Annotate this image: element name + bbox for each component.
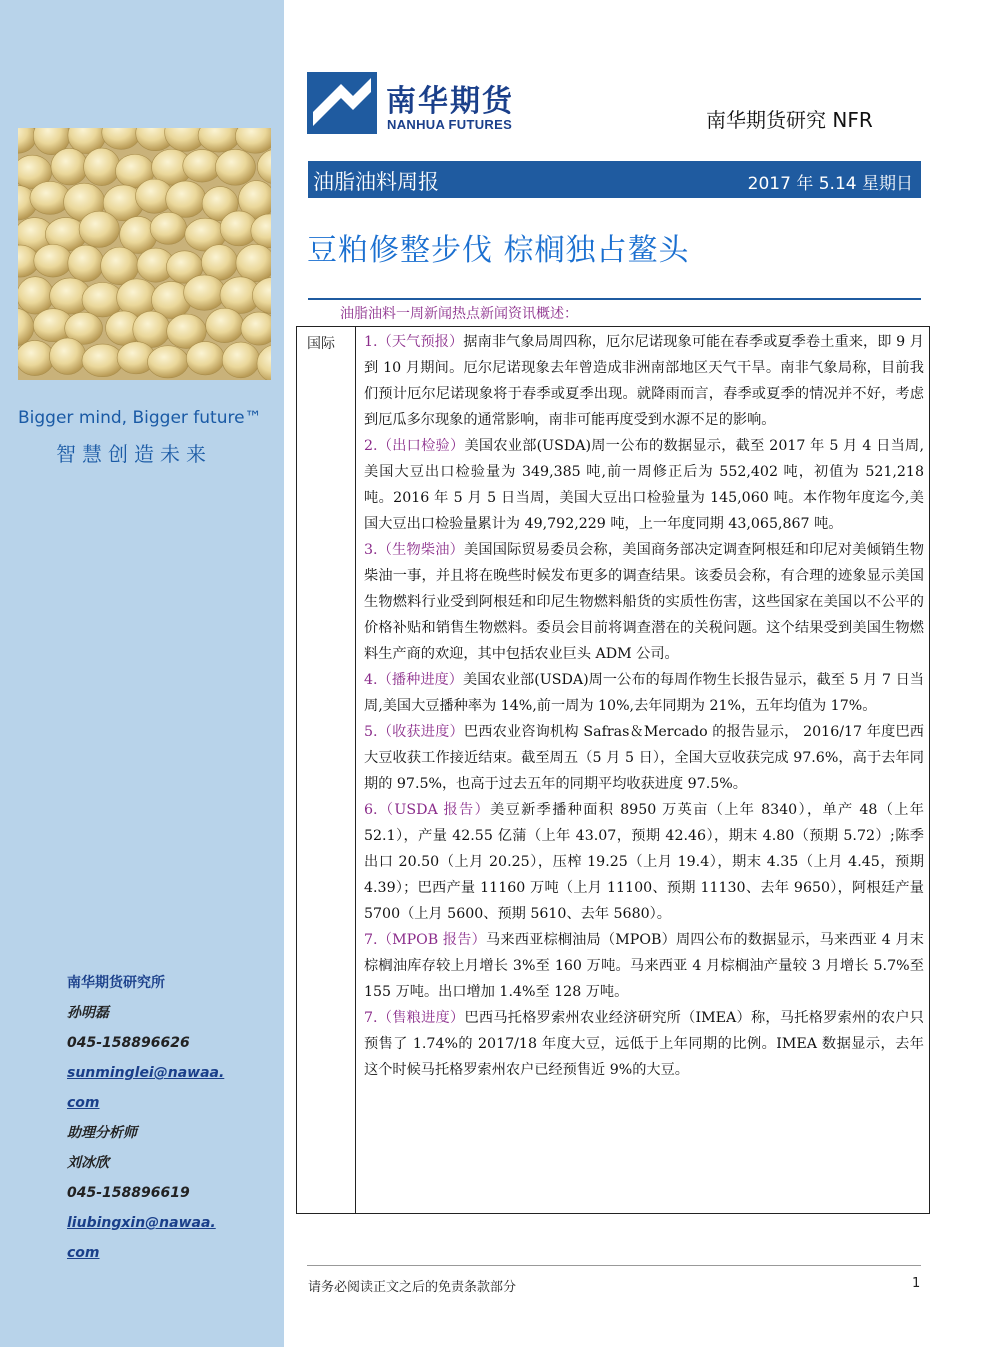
news-item bbox=[364, 433, 924, 537]
news-tag: 4.（播种进度） bbox=[364, 672, 464, 688]
soybean bbox=[150, 212, 186, 244]
soybean bbox=[215, 149, 255, 185]
news-table bbox=[296, 326, 930, 1214]
news-list bbox=[364, 329, 924, 1083]
soybean bbox=[18, 340, 54, 375]
footer-divider bbox=[307, 1265, 921, 1266]
page-number: 1 bbox=[912, 1276, 921, 1291]
soybean bbox=[79, 211, 119, 247]
news-item bbox=[364, 329, 924, 433]
brand-name-cn: 南华期货 bbox=[386, 84, 514, 119]
news-tag: 6.（USDA 报告） bbox=[364, 802, 491, 818]
soybean bbox=[166, 181, 206, 217]
soybean bbox=[34, 244, 72, 277]
assistant-phone: 045-158896619 bbox=[67, 1185, 190, 1201]
slogan-en: Bigger mind, Bigger future™ bbox=[18, 408, 262, 428]
report-type: 油脂油料周报 bbox=[313, 170, 439, 194]
nanhua-logo-icon bbox=[307, 72, 377, 134]
footer-disclaimer: 请务必阅读正文之后的免责条款部分 bbox=[308, 1280, 517, 1295]
soybean bbox=[51, 148, 88, 185]
research-label: 南华期货研究 NFR bbox=[706, 108, 873, 132]
institute-name: 南华期货研究所 bbox=[67, 975, 165, 991]
news-tag: 1.（天气预报） bbox=[364, 334, 464, 350]
soybean bbox=[236, 244, 271, 281]
report-title-bar bbox=[308, 161, 921, 198]
contact-block bbox=[67, 968, 277, 1268]
soybean bbox=[186, 342, 224, 375]
section-title: 油脂油料一周新闻热点新闻资讯概述： bbox=[340, 306, 578, 322]
soybean bbox=[184, 275, 226, 310]
soybean bbox=[49, 338, 85, 374]
news-item bbox=[364, 719, 924, 797]
news-text: 马来西亚棕榈油局（MPOB）周四公布的数据显示，马来西亚 4 月末棕榈油库存较上月增长 3%至 160 万吨。马来西亚 4 月棕榈油产量较 3 月增长 5.7%至 155 万吨。出口增加 1.4%至 128 万吨。 bbox=[364, 932, 924, 1000]
news-tag: 3.（生物柴油） bbox=[364, 542, 465, 558]
news-tag: 2.（出口检验） bbox=[364, 438, 465, 454]
news-tag: 7.（MPOB 报告） bbox=[364, 932, 486, 948]
news-item bbox=[364, 667, 924, 719]
slogan-cn: 智慧创造未来 bbox=[56, 442, 212, 466]
report-headline: 豆粕修整步伐 棕榈独占鳌头 bbox=[307, 233, 690, 268]
news-text: 美国国际贸易委员会称，美国商务部决定调查阿根廷和印尼对美倾销生物柴油一事，并且将在晚些时候发布更多的调查结果。该委员会称，有合理的迹象显示美国生物燃料行业受到阿根廷和印尼生物燃料船货的实质性伤害，这些国家在美国以不公平的价格补贴和销售生物燃料。委员会目前将调查潜在的关税问题。这个结果受到美国生物燃料生产商的欢迎，其中包括农业巨头 ADM 公司。 bbox=[364, 542, 924, 662]
assistant-title: 助理分析师 bbox=[67, 1125, 137, 1141]
news-item bbox=[364, 537, 924, 667]
analyst-phone: 045-158896626 bbox=[67, 1035, 190, 1051]
soybean bbox=[222, 342, 259, 378]
news-text: 美国农业部(USDA)周一公布的数据显示，截至 2017 年 5 月 4 日当周,美国大豆出口检验量为 349,385 吨,前一周修正后为 552,402 吨，初值为 521,218 吨。2016 年 5 月 5 日当周，美国大豆出口检验量为 145,060 吨。本作物年度迄今,美国大豆出口检验量累计为 49,792,229 吨，上一年度同期 43,065,867 吨。 bbox=[364, 438, 924, 532]
news-tag: 5.（收获进度） bbox=[364, 724, 464, 740]
news-category: 国际 bbox=[307, 336, 335, 352]
news-text: 巴西马托格罗索州农业经济研究所（IMEA）称，马托格罗索州的农户只预售了 1.74%的 2017/18 年度大豆，远低于上年同期的比例。IMEA 数据显示，去年这个时候马托格罗索州农户已经预售近 9%的大豆。 bbox=[364, 1010, 924, 1078]
assistant-email-link-cont[interactable]: com bbox=[67, 1245, 100, 1261]
assistant-email-link[interactable]: liubingxin@nawaa. bbox=[67, 1215, 216, 1231]
analyst-email-link[interactable]: sunminglei@nawaa. bbox=[67, 1065, 225, 1081]
news-text: 美豆新季播种面积 8950 万英亩（上年 8340），单产 48（上年 52.1），产量 42.55 亿蒲（上年 43.07，预期 42.46），期末 4.80（预期 5.72）;陈季出口 20.50（上月 20.25），压榨 19.25（上月 19.4），期末 4.35（上月 4.45，预期 4.39）；巴西产量 11160 万吨（上月 11100、预期 11130、去年 9650），阿根廷产量 5700（上月 5600、预期 5610、去年 5680）。 bbox=[364, 802, 924, 922]
analyst-name: 孙明磊 bbox=[67, 1005, 109, 1021]
brand-name-en: NANHUA FUTURES bbox=[387, 117, 513, 132]
analyst-email-link-cont[interactable]: com bbox=[67, 1095, 100, 1111]
news-item bbox=[364, 1005, 924, 1083]
soybean-image bbox=[18, 128, 271, 380]
soybean bbox=[18, 277, 54, 314]
news-item bbox=[364, 797, 924, 927]
soybean bbox=[206, 308, 244, 343]
soybean bbox=[147, 346, 188, 378]
soybean bbox=[84, 148, 120, 186]
news-text: 美国农业部(USDA)周一公布的每周作物生长报告显示，截至 5 月 7 日当周,美国大豆播种率为 14%,前一周为 10%,去年同期为 21%，五年均值为 17%。 bbox=[364, 672, 924, 714]
news-text: 巴西农业咨询机构 Safras＆Mercado 的报告显示， 2016/17 年度巴西大豆收获工作接近结束。截至周五（5 月 5 日），全国大豆收获完成 97.6%，高于去年同期的 97.5%，也高于过去五年的同期平均收获进度 97.5%。 bbox=[364, 724, 924, 792]
soybean bbox=[68, 245, 104, 282]
section-divider bbox=[308, 298, 921, 300]
news-text: 据南非气象局周四称，厄尔尼诺现象可能在春季或夏季卷土重来，即 9 月到 10 月期间。厄尔尼诺现象去年曾造成非洲南部地区天气干旱。南非气象局称，目前我们预计厄尔尼诺现象将于春季或夏季出现。就降雨而言，春季或夏季的情况并不好，考虑到厄瓜多尔现象的通常影响，南非可能再度受到水源不足的影响。 bbox=[364, 334, 924, 428]
assistant-name: 刘冰欣 bbox=[67, 1155, 109, 1171]
news-tag: 7.（售粮进度） bbox=[364, 1010, 465, 1026]
report-date: 2017 年 5.14 星期日 bbox=[747, 174, 913, 194]
table-column-divider bbox=[355, 327, 356, 1213]
news-item bbox=[364, 927, 924, 1005]
